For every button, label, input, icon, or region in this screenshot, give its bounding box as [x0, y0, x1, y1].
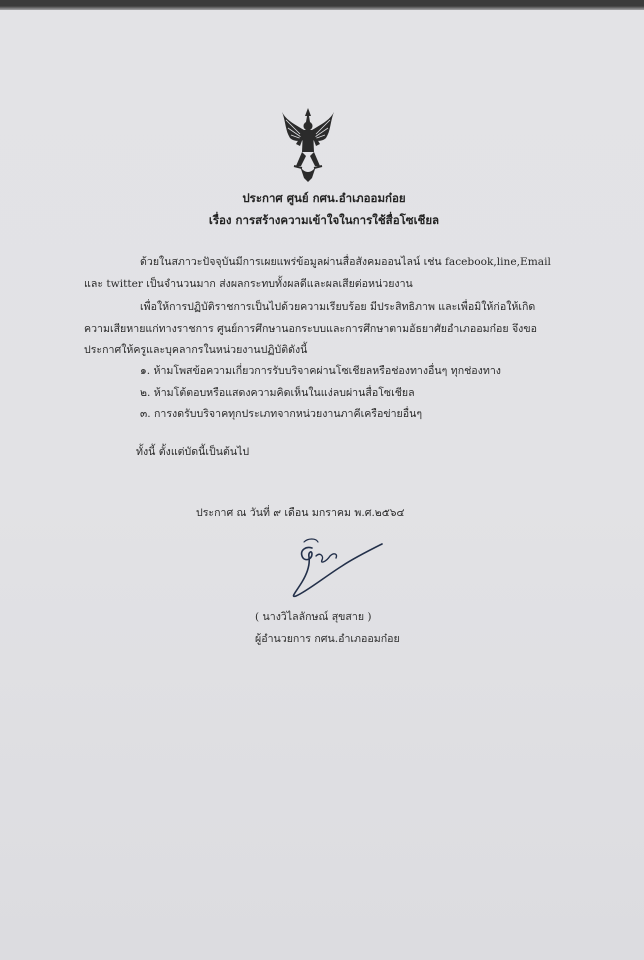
- list-item: ๑. ห้ามโพสข้อความเกี่ยวการรับบริจาคผ่านโซเชียลหรือช่องทางอื่นๆ ทุกช่องทาง: [140, 365, 501, 377]
- paragraph-1-line-2: และ twitter เป็นจำนวนมาก ส่งผลกระทบทั้งผลดีและผลเสียต่อหน่วยงาน: [84, 278, 413, 290]
- paragraph-2-line-1: เพื่อให้การปฏิบัติราชการเป็นไปด้วยความเรียบร้อย มีประสิทธิภาพ และเพื่อมิให้ก่อให้เกิด: [140, 301, 536, 313]
- announcement-date: ประกาศ ณ วันที่ ๙ เดือน มกราคม พ.ศ.๒๕๖๔: [196, 507, 405, 519]
- list-item: ๒. ห้ามโต้ตอบหรือแสดงความคิดเห็นในแง่ลบผ่านสื่อโซเชียล: [140, 387, 415, 399]
- document-page: [0, 10, 644, 960]
- handwritten-signature: [282, 530, 386, 604]
- paragraph-2-line-3: ประกาศให้ครูและบุคลากรในหน่วยงานปฏิบัติดังนี้: [84, 344, 308, 356]
- list-item: ๓. การงดรับบริจาคทุกประเภทจากหน่วยงานภาคีเครือข่ายอื่นๆ: [140, 408, 423, 420]
- paragraph-2-line-2: ความเสียหายแก่ทางราชการ ศูนย์การศึกษานอกระบบและการศึกษาตามอัธยาศัยอำเภออมก๋อย จึงขอ: [84, 323, 537, 335]
- garuda-emblem-icon: [282, 108, 334, 182]
- document-title: ประกาศ ศูนย์ กศน.อำเภออมก๋อย: [242, 191, 406, 205]
- paragraph-1-line-1: ด้วยในสภาวะปัจจุบันมีการเผยแพร่ข้อมูลผ่านสื่อสังคมออนไลน์ เช่น facebook,line,Email: [140, 256, 551, 268]
- document-subject: เรื่อง การสร้างความเข้าใจในการใช้สื่อโซเชียล: [208, 213, 440, 227]
- signer-name: ( นางวิไลลักษณ์ สุขสาย ): [255, 611, 372, 623]
- effective-statement: ทั้งนี้ ตั้งแต่บัดนี้เป็นต้นไป: [136, 446, 250, 458]
- signer-position: ผู้อำนวยการ กศน.อำเภออมก๋อย: [255, 633, 400, 645]
